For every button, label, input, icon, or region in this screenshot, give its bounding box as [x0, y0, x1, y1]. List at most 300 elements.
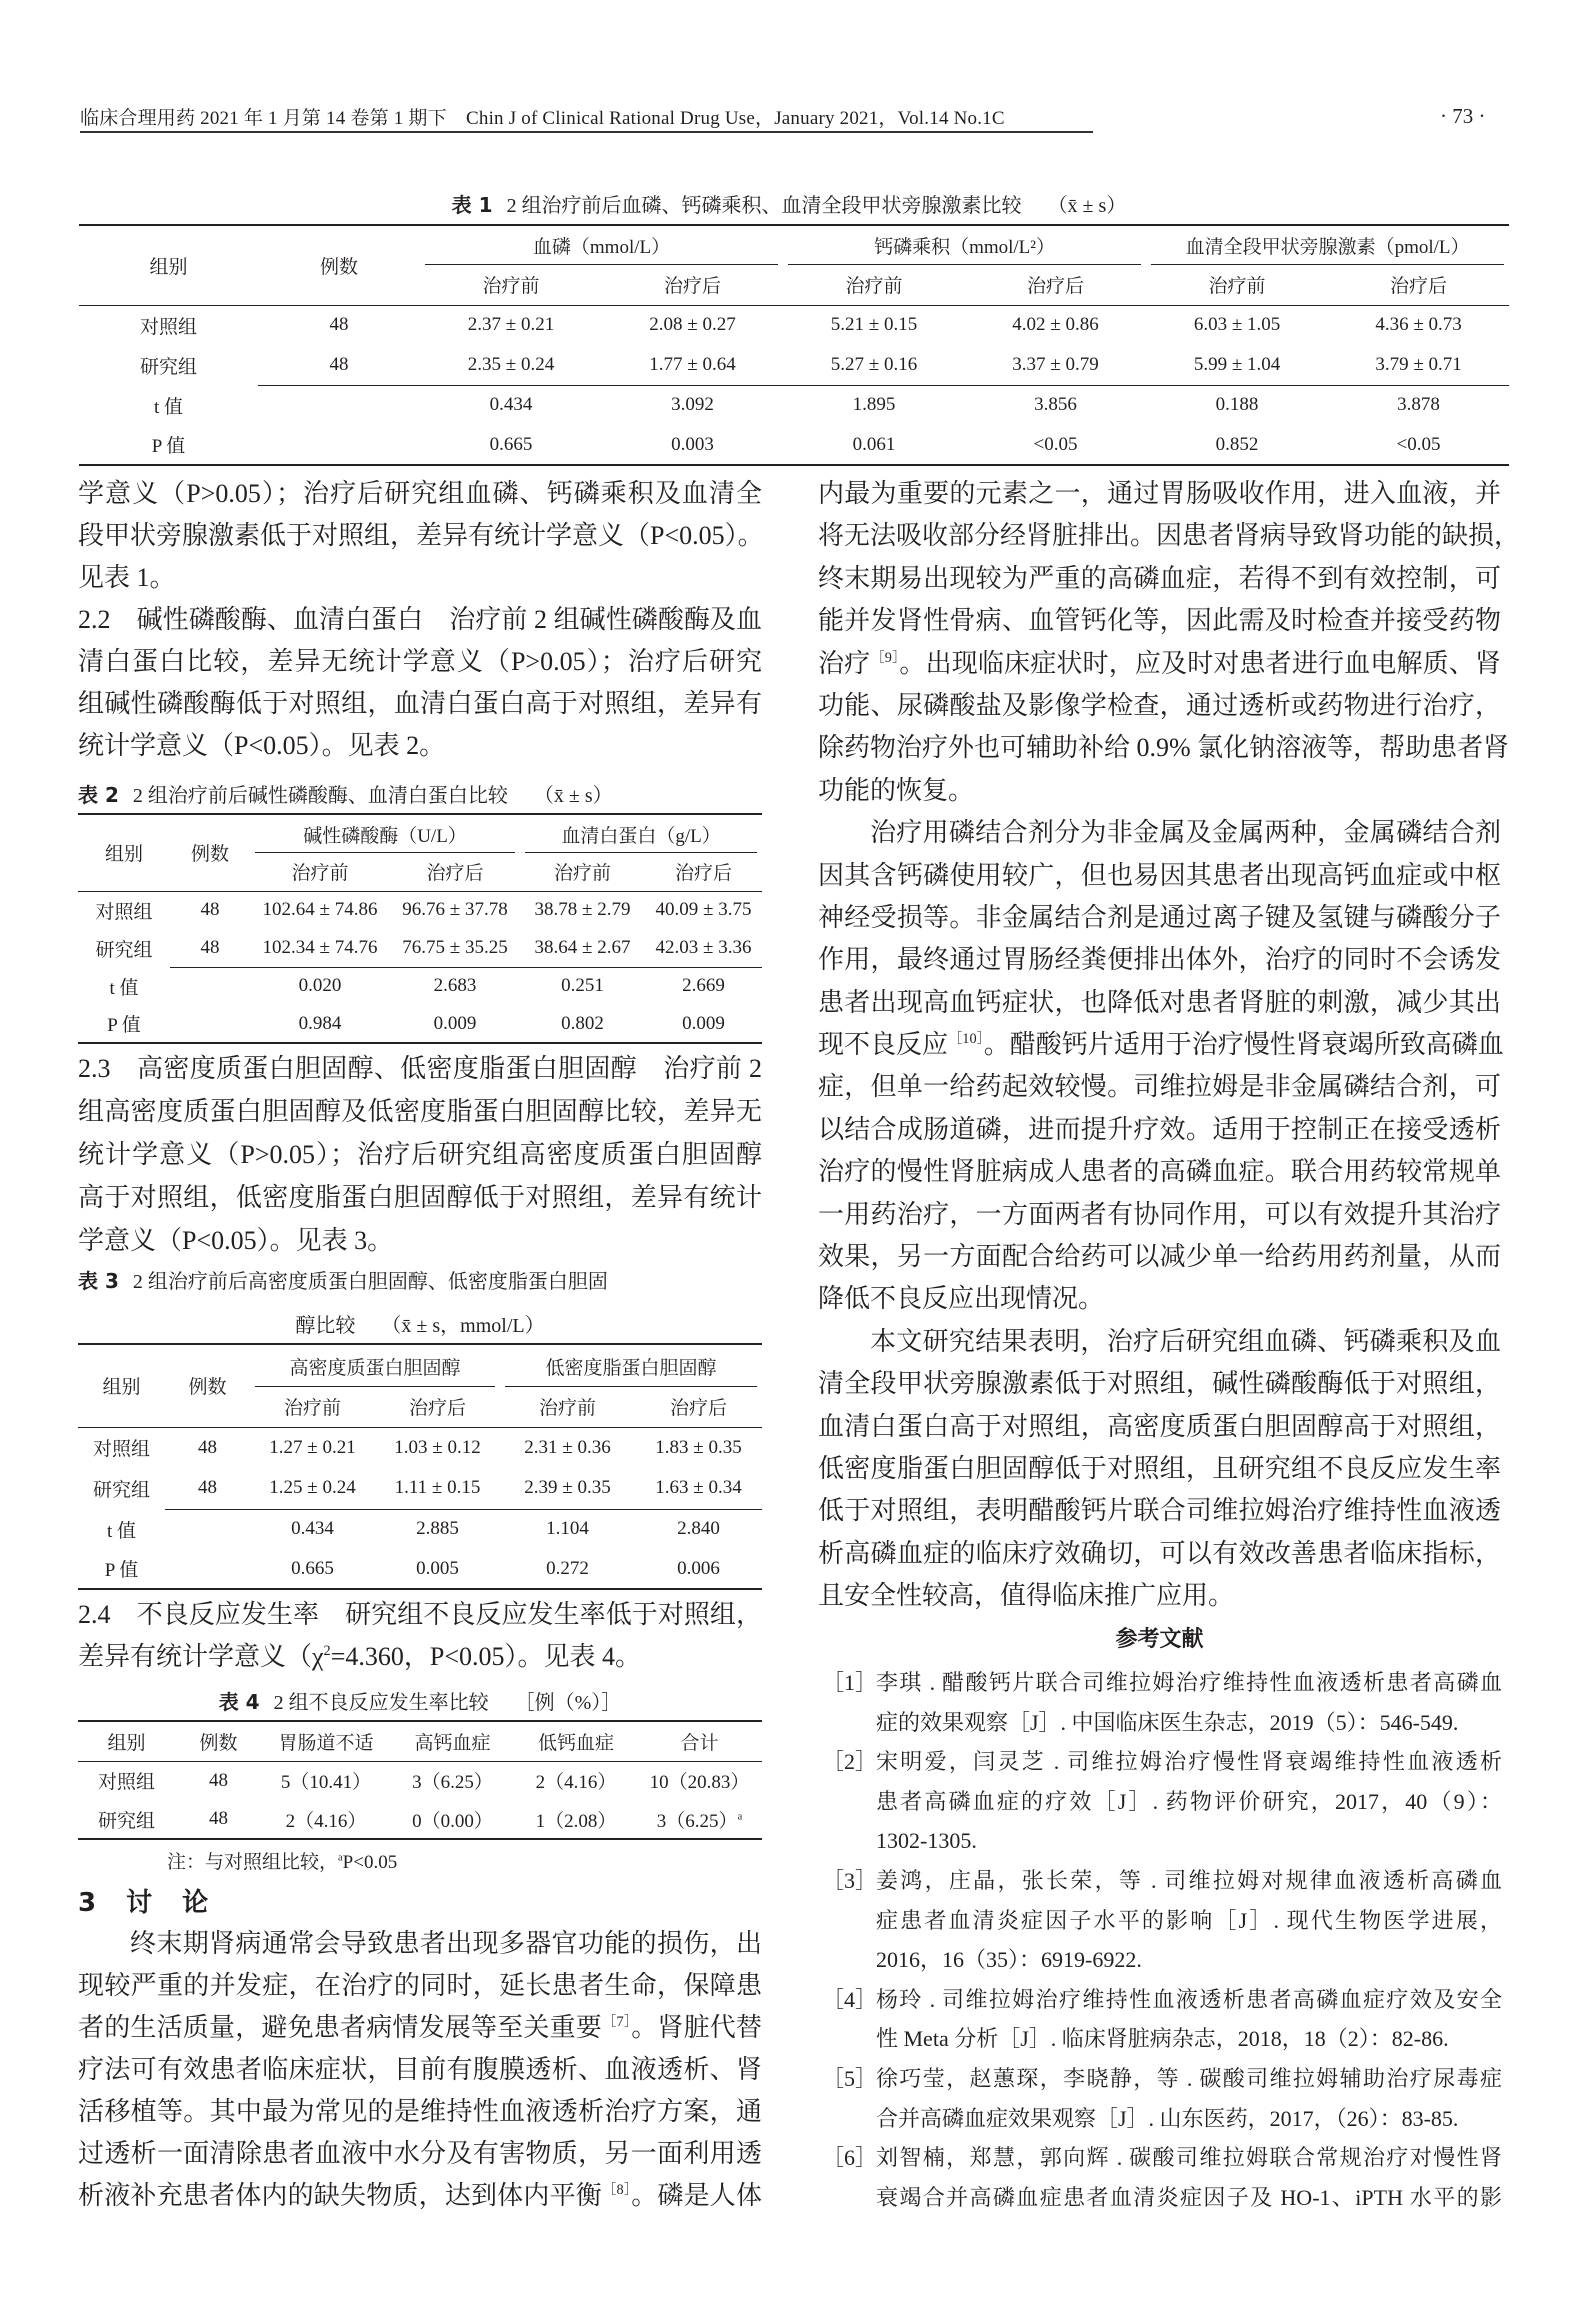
table4-title [78, 1686, 762, 1715]
text-line [78, 2091, 762, 2133]
column-subheader: 治疗前 [500, 1387, 635, 1427]
column-subheader: 治疗前 [1146, 265, 1328, 305]
citation-superscript: ［8］ [601, 2182, 632, 2198]
text-line [876, 2059, 1502, 2099]
reference-item [822, 2138, 1502, 2217]
row-group-label: 对照组 [92, 1439, 150, 1461]
text-line [876, 1940, 1502, 1980]
table-row [78, 1468, 762, 1509]
table2-label: 表 2 [78, 783, 119, 807]
column-subheader: 治疗后 [1328, 265, 1509, 305]
line-text: 以结合成肠道磷，进而提升疗效。适用于控制正在接受透析 [818, 1114, 1501, 1144]
stat-label: P 值 [151, 436, 186, 457]
text-line [818, 770, 1501, 812]
stat-value: 0.251 [561, 975, 604, 997]
line-text: 段甲状旁腺激素低于对照组，差异有统计学意义（P<0.05）。 [78, 521, 764, 550]
text-line [818, 1151, 1501, 1193]
text-line [78, 2007, 762, 2049]
reference-item [822, 1980, 1502, 2059]
column-group-header: 血清全段甲状旁腺激素（pmol/L） [1146, 225, 1509, 265]
text-line [818, 600, 1501, 642]
stat-value: 0.272 [546, 1557, 589, 1579]
line-text: 因其含钙磷使用较广，但也易因其患者出现高钙血症或中枢 [818, 860, 1501, 890]
note-p-value: P<0.05 [342, 1852, 398, 1873]
stat-value: 2.840 [677, 1518, 720, 1540]
table-cell: 1.25 ± 0.24 [250, 1468, 375, 1509]
stat-row [78, 1005, 762, 1043]
table-cell: 1.11 ± 0.15 [375, 1468, 500, 1509]
text-line [876, 2019, 1502, 2059]
table-cell: 76.75 ± 35.25 [390, 929, 520, 967]
text-line [876, 2138, 1502, 2178]
table-cell: 2.35 ± 0.24 [420, 345, 602, 385]
line-text: 一用药治疗，一方面两者有协同作用，可以有效提升其治疗 [818, 1199, 1501, 1229]
text-line [818, 812, 1501, 854]
column-group-header: 碱性磷酸酶（U/L） [250, 814, 520, 853]
stat-row [78, 1509, 762, 1549]
table3-title-text-2: 醇比较 [295, 1315, 356, 1337]
reference-item [822, 1861, 1502, 1980]
column-subheader: 治疗后 [635, 1387, 762, 1427]
column-subheader: 治疗后 [390, 853, 520, 891]
line-text: 终末期肾病通常会导致患者出现多器官功能的损伤，出 [130, 1929, 762, 1958]
row-group-label: 对照组 [139, 316, 197, 338]
text-line [818, 1066, 1501, 1108]
table-cell: 2（4.16） [535, 1772, 617, 1794]
text-line [876, 2178, 1502, 2218]
table3-title-line2 [78, 1309, 762, 1338]
column-subheader: 治疗后 [375, 1387, 500, 1427]
column-subheader: 治疗前 [420, 265, 602, 305]
results-text-2-4 [78, 1594, 762, 1678]
reference-number: ［4］ [822, 1986, 878, 2012]
table-cell: 2（4.16） [285, 1810, 367, 1832]
stat-value: 2.683 [433, 975, 477, 997]
text-line [818, 1236, 1501, 1278]
line-text: 治疗用磷结合剂分为非金属及金属两种，金属磷结合剂 [870, 818, 1501, 848]
text-line [818, 727, 1510, 769]
text-line [78, 1219, 762, 1262]
stat-value: 0.009 [682, 1012, 725, 1034]
line-text: 患者高磷血症的疗效［J］. 药物评价研究，2017，40（9）： [876, 1788, 1502, 1814]
text-line [876, 2099, 1502, 2139]
table-cell: 6.03 ± 1.05 [1193, 314, 1281, 336]
line-text: 将无法吸收部分经肾脏排出。因患者肾病导致肾功能的缺损， [818, 521, 1521, 551]
row-group-label: 对照组 [95, 901, 153, 923]
stat-value: <0.05 [1033, 433, 1078, 455]
cell-value: 3（6.25） [656, 1810, 738, 1832]
line-text: 本文研究结果表明，治疗后研究组血磷、钙磷乘积及血 [870, 1326, 1501, 1356]
text-line [876, 1663, 1502, 1703]
line-text-after: 。醋酸钙片适用于治疗慢性肾衰竭所致高磷血 [983, 1030, 1504, 1060]
results-text-2-3 [78, 1047, 762, 1262]
line-text: 析液补充患者体内的缺失物质，达到体内平衡 [78, 2181, 602, 2210]
stat-value: 2.669 [682, 975, 725, 997]
text-line [78, 1176, 762, 1219]
text-line [818, 939, 1501, 981]
citation-superscript: 2 [323, 1643, 331, 1659]
table2-stat: （x̄ ± s） [533, 785, 613, 807]
stat-value: 0.003 [671, 433, 714, 455]
column-subheader: 治疗前 [783, 265, 965, 305]
text-line [818, 982, 1501, 1024]
stat-row [78, 1549, 762, 1589]
column-subheader: 治疗后 [965, 265, 1146, 305]
line-text: 性 Meta 分析［J］. 临床肾脏病杂志，2018，18（2）：82-86. [876, 2026, 1449, 2052]
line-text: 高于对照组，低密度脂蛋白胆固醇低于对照组，差异有统计 [78, 1183, 762, 1212]
text-line [818, 1363, 1501, 1405]
table-cell: 5.21 ± 0.15 [830, 314, 918, 336]
line-text: 清白蛋白比较，差异无统计学意义（P>0.05）；治疗后研究 [78, 647, 762, 676]
line-text: 神经受损等。非金属结合剂是通过离子键及氢键与磷酸分子 [818, 902, 1501, 932]
text-line [78, 1090, 762, 1133]
table-cell: 102.34 ± 74.76 [250, 929, 390, 967]
column-group-header: 血清白蛋白（g/L） [520, 814, 762, 853]
note-mark: a [338, 1852, 343, 1864]
text-line [818, 1533, 1501, 1575]
table-header-row [78, 1344, 762, 1387]
reference-number: ［5］ [822, 2065, 878, 2091]
text-line [818, 558, 1501, 600]
column-group-header: 钙磷乘积（mmol/L²） [783, 225, 1146, 265]
line-text: 降低不良反应出现情况。 [818, 1284, 1105, 1314]
column-header: 低钙血症 [515, 1721, 637, 1761]
column-header-group: 组别 [78, 1344, 165, 1427]
line-text: 功能、尿磷酸盐及影像学检查，通过透析或药物进行治疗， [818, 690, 1501, 720]
line-text: 作用，最终通过胃肠经粪便排出体外，治疗的同时不会诱发 [818, 945, 1501, 975]
table-header-row [78, 1721, 762, 1761]
column-subheader: 治疗后 [645, 853, 762, 891]
line-text: 统计学意义（P<0.05）。见表 2。 [78, 731, 446, 760]
stat-value [165, 1549, 250, 1589]
line-text: 徐巧莹，赵蕙琛，李晓静，等 . 碳酸司维拉姆辅助治疗尿毒症 [876, 2065, 1502, 2091]
text-line [818, 1321, 1501, 1363]
line-text: 症患者血清炎症因子水平的影响［J］. 现代生物医学进展， [876, 1907, 1502, 1933]
row-group-label: 对照组 [97, 1772, 155, 1794]
text-line [876, 1742, 1502, 1782]
line-text: 者的生活质量，避免患者病情发展等至关重要 [78, 2013, 602, 2042]
text-line [78, 1133, 762, 1176]
text-line [818, 685, 1501, 727]
table3 [78, 1343, 762, 1590]
table-cell: 42.03 ± 3.36 [645, 929, 762, 967]
line-text: 现较严重的并发症，在治疗的同时，延长患者生命，保障患 [78, 1971, 762, 2000]
table1-label: 表 1 [451, 193, 493, 217]
text-line [876, 1782, 1502, 1822]
line-text: 除药物治疗外也可辅助补给 0.9% 氯化钠溶液等，帮助患者肾 [818, 733, 1510, 763]
reference-number: ［1］ [822, 1670, 878, 1695]
line-text: 统计学意义（P>0.05）；治疗后研究组高密度质蛋白胆固醇 [78, 1140, 762, 1169]
row-group-label: 研究组 [92, 1480, 150, 1501]
table-cell: 48 [209, 1808, 228, 1829]
table1-title [364, 189, 1214, 218]
stat-value: 1.104 [546, 1518, 589, 1540]
stat-value: 0.434 [489, 394, 533, 416]
column-header: 组别 [78, 1721, 175, 1761]
text-line [818, 1448, 1501, 1490]
table-cell: 48 [329, 314, 349, 336]
line-text: 症的效果观察［J］. 中国临床医生杂志，2019（5）：546-549. [876, 1709, 1459, 1735]
stat-value: 0.020 [298, 975, 342, 997]
table3-title-text: 2 组治疗前后高密度质蛋白胆固醇、低密度脂蛋白胆固 [132, 1271, 608, 1293]
stat-value: <0.05 [1396, 433, 1441, 455]
line-text-after: 。磷是人体 [631, 2181, 762, 2210]
table3-label: 表 3 [78, 1269, 119, 1293]
table-cell: 48 [198, 1436, 217, 1458]
text-line [818, 1278, 1501, 1320]
table-cell: 4.36 ± 0.73 [1375, 314, 1462, 336]
table2-title [78, 779, 762, 808]
stat-value: 0.984 [298, 1012, 342, 1034]
text-line [78, 725, 762, 767]
column-subheader: 治疗前 [520, 853, 645, 891]
line-text: 低密度脂蛋白胆固醇低于对照组，且研究组不良反应发生率 [818, 1453, 1501, 1483]
table-row [78, 1427, 762, 1468]
text-line [876, 1901, 1502, 1941]
references-list [822, 1663, 1502, 2217]
table-row [78, 1761, 762, 1800]
table-cell: 2.08 ± 0.27 [649, 314, 736, 336]
line-text: 过透析一面清除患者血液中水分及有害物质，另一面利用透 [78, 2139, 762, 2168]
line-text: 学意义（P<0.05）。见表 3。 [78, 1226, 394, 1255]
significance-mark: a [737, 1811, 743, 1823]
table-cell: 1（2.08） [535, 1810, 617, 1832]
table-cell: 48 [209, 1769, 228, 1791]
column-subheader: 治疗前 [250, 1387, 375, 1427]
citation-superscript: ［9］ [870, 649, 900, 666]
line-text: 学意义（P>0.05）；治疗后研究组血磷、钙磷乘积及血清全 [78, 479, 762, 508]
line-text: 2016，16（35）：6919-6922. [876, 1947, 1142, 1973]
line-text: 2.4 不良反应发生率 研究组不良反应发生率低于对照组， [78, 1600, 762, 1629]
page-number: · 73 · [1440, 104, 1486, 128]
table-row [79, 305, 1509, 345]
table3-title [78, 1265, 762, 1294]
text-line [78, 515, 762, 557]
stat-value [170, 967, 250, 1005]
line-text: 且安全性较高，值得临床推广应用。 [818, 1581, 1235, 1611]
table-cell: 3（6.25） [412, 1772, 493, 1794]
table-row [79, 345, 1509, 385]
line-text: 内最为重要的元素之一，通过胃肠吸收作用，进入血液，并 [818, 479, 1501, 508]
line-text: 刘智楠，郑慧，郭向辉 . 碳酸司维拉姆联合常规治疗对慢性肾 [876, 2145, 1502, 2171]
stat-value: 0.006 [677, 1557, 720, 1579]
line-text-after: 。肾脏代替 [631, 2013, 762, 2042]
table-cell: 1.83 ± 0.35 [655, 1436, 742, 1458]
line-text: 析高磷血症的临床疗效确切，可以有效改善患者临床指标， [818, 1538, 1501, 1568]
column-header: 胃肠道不适 [262, 1721, 390, 1761]
table1-title-text: 2 组治疗前后血磷、钙磷乘积、血清全段甲状旁腺激素比较 [506, 195, 1022, 217]
stat-row [78, 967, 762, 1005]
table-cell: 10（20.83） [649, 1772, 750, 1794]
table-cell: 5（10.41） [280, 1772, 372, 1794]
stat-value: 0.005 [416, 1557, 459, 1579]
text-line [876, 1821, 1502, 1861]
table-cell: 2.37 ± 0.21 [467, 314, 555, 336]
text-line [818, 1109, 1501, 1151]
line-text: 患者出现高血钙症状，也降低对患者肾脏的刺激，减少其出 [818, 987, 1501, 1017]
table-cell: 3.79 ± 0.71 [1328, 345, 1509, 385]
citation-superscript: ［10］ [948, 1031, 984, 1048]
text-line [78, 2133, 762, 2175]
line-text: 活移植等。其中最为常见的是维持性血液透析治疗方案，通 [78, 2097, 762, 2126]
text-line [78, 1636, 762, 1678]
line-text: 终末期易出现较为严重的高磷血症，若得不到有效控制，可 [818, 563, 1501, 593]
text-line [78, 557, 762, 599]
column-header: 合计 [637, 1721, 762, 1761]
stat-value: 0.802 [561, 1012, 604, 1034]
stat-value [258, 425, 420, 465]
text-line [78, 1923, 762, 1965]
reference-number: ［2］ [822, 1749, 878, 1775]
line-text-after: 。出现临床症状时，应及时对患者进行血电解质、肾 [899, 648, 1501, 678]
table-cell: 1.03 ± 0.12 [394, 1436, 481, 1458]
stat-label: P 值 [104, 1560, 139, 1581]
reference-item [822, 1663, 1502, 1742]
line-text: 差异有统计学意义（χ [78, 1642, 324, 1671]
column-group-header: 高密度质蛋白胆固醇 [250, 1344, 500, 1387]
table-cell: 96.76 ± 37.78 [402, 899, 508, 921]
text-line [78, 473, 762, 515]
row-group-label: 研究组 [139, 356, 197, 378]
stat-value: 3.856 [1034, 394, 1077, 416]
table4-note [167, 1847, 397, 1874]
table-row [78, 929, 762, 967]
stat-value [170, 1005, 250, 1043]
line-text: 组高密度质蛋白胆固醇及低密度脂蛋白胆固醇比较，差异无 [78, 1097, 762, 1126]
table2 [78, 813, 762, 1044]
line-text: 清全段甲状旁腺激素低于对照组，碱性磷酸酶低于对照组， [818, 1369, 1501, 1399]
table4-stat: ［例（%）］ [514, 1692, 622, 1714]
table-cell: 4.02 ± 0.86 [1012, 314, 1099, 336]
row-group-label: 研究组 [97, 1810, 155, 1832]
citation-superscript: ［7］ [601, 2014, 632, 2030]
text-line [818, 1194, 1501, 1236]
table-cell: 5.27 ± 0.16 [783, 345, 965, 385]
table-cell: 48 [170, 929, 250, 967]
stat-label: t 值 [106, 1520, 137, 1542]
note-text: 注：与对照组比较， [167, 1852, 339, 1873]
table-cell: 48 [200, 899, 220, 921]
references-heading: 参考文献 [1115, 1627, 1204, 1652]
text-line [818, 643, 1501, 685]
column-subheader: 治疗前 [250, 853, 390, 891]
reference-number: ［6］ [822, 2145, 878, 2171]
running-header: 临床合理用药 2021 年 1 月第 14 卷第 1 期下 Chin J of Clinical Rational Drug Use，January 2021，Vol.14 No.1C [80, 108, 1005, 129]
table-cell: 48 [258, 345, 420, 385]
line-text: 功能的恢复。 [818, 775, 975, 805]
stat-value: 0.665 [489, 433, 533, 455]
line-text: 李琪 . 醋酸钙片联合司维拉姆治疗维持性血液透析患者高磷血 [876, 1670, 1502, 1695]
line-text: 衰竭合并高磷血症患者血清炎症因子及 HO-1、iPTH 水平的影 [876, 2184, 1502, 2210]
discussion-text-left [78, 1923, 762, 2217]
text-line [818, 855, 1501, 897]
text-line [78, 2175, 762, 2217]
line-text: 效果，另一方面配合给药可以减少单一给药用药剂量，从而 [818, 1242, 1501, 1272]
column-group-header: 低密度脂蛋白胆固醇 [500, 1344, 762, 1387]
line-text: 治疗 [818, 648, 871, 678]
column-header-group: 组别 [78, 814, 170, 891]
stat-label: P 值 [107, 1015, 141, 1036]
text-line [78, 1594, 762, 1636]
table3-stat: （x̄ ± s，mmol/L） [381, 1315, 545, 1337]
stat-row [79, 425, 1509, 465]
table2-title-text: 2 组治疗前后碱性磷酸酶、血清白蛋白比较 [132, 785, 508, 807]
line-text: 血清白蛋白高于对照组，高密度质蛋白胆固醇高于对照组， [818, 1411, 1501, 1441]
table1 [79, 224, 1509, 466]
stat-value [258, 385, 420, 425]
column-header-count: 例数 [165, 1344, 250, 1427]
line-text: 2.3 高密度质蛋白胆固醇、低密度脂蛋白胆固醇 治疗前 2 [78, 1054, 762, 1083]
column-header-group: 组别 [79, 225, 258, 305]
text-line [78, 1047, 762, 1090]
stat-value: 0.061 [852, 433, 896, 455]
table-cell: 40.09 ± 3.75 [655, 899, 752, 921]
table-cell: 3.37 ± 0.79 [965, 345, 1146, 385]
reference-item [822, 1742, 1502, 1861]
line-text: 见表 1。 [78, 563, 176, 592]
stat-label: t 值 [109, 977, 139, 999]
table-cell: 1.77 ± 0.64 [602, 345, 783, 385]
text-line [876, 1703, 1502, 1743]
section-heading-discussion: 3 讨 论 [78, 1888, 211, 1918]
line-text: 组碱性磷酸酶低于对照组，血清白蛋白高于对照组，差异有 [78, 689, 762, 718]
text-line [818, 1024, 1504, 1066]
stat-row [79, 385, 1509, 425]
table-cell: 5.99 ± 1.04 [1146, 345, 1328, 385]
table-header-row [79, 225, 1509, 265]
line-text: 合并高磷血症效果观察［J］. 山东医药，2017，（26）：83-85. [876, 2105, 1459, 2131]
header-rule [80, 131, 1093, 133]
column-subheader: 治疗后 [602, 265, 783, 305]
line-text-after: =4.360，P<0.05）。见表 4。 [330, 1642, 641, 1671]
results-text-2-1-2-2 [78, 473, 762, 767]
line-text: 低于对照组，表明醋酸钙片联合司维拉姆治疗维持性血液透 [818, 1496, 1501, 1526]
stat-value: 3.092 [671, 394, 714, 416]
table-row [78, 1800, 762, 1839]
stat-value [165, 1509, 250, 1549]
discussion-text-right [818, 473, 1521, 1618]
table-cell: 1.63 ± 0.34 [635, 1468, 762, 1509]
stat-value: 1.895 [852, 394, 896, 416]
table-cell [637, 1800, 762, 1839]
text-line [876, 1861, 1502, 1901]
line-text: 症，但单一给药起效较慢。司维拉姆是非金属磷结合剂，可 [818, 1072, 1501, 1102]
table-cell: 102.64 ± 74.86 [262, 899, 378, 921]
column-group-header: 血磷（mmol/L） [420, 225, 783, 265]
text-line [818, 1490, 1501, 1532]
stat-value: 0.009 [433, 1012, 477, 1034]
text-line [78, 641, 762, 683]
stat-value: 0.665 [291, 1557, 334, 1579]
text-line [78, 599, 762, 641]
table-cell: 48 [165, 1468, 250, 1509]
table4 [78, 1720, 762, 1840]
stat-value: 2.885 [416, 1518, 459, 1540]
line-text: 杨玲 . 司维拉姆治疗维持性血液透析患者高磷血症疗效及安全 [876, 1986, 1502, 2012]
text-line [78, 1965, 762, 2007]
table-cell: 2.31 ± 0.36 [524, 1436, 611, 1458]
table-header-row [78, 814, 762, 853]
text-line [818, 515, 1521, 557]
line-text: 现不良反应 [818, 1030, 949, 1060]
column-header-count: 例数 [170, 814, 250, 891]
text-line [818, 897, 1501, 939]
stat-value: 0.434 [291, 1518, 334, 1540]
line-text: 治疗的慢性肾脏病成人患者的高磷血症。联合用药较常规单 [818, 1157, 1501, 1187]
table4-label: 表 4 [218, 1690, 260, 1714]
line-text: 宋明爱，闫灵芝 . 司维拉姆治疗慢性肾衰竭维持性血液透析 [876, 1749, 1502, 1775]
table-row [78, 891, 762, 929]
